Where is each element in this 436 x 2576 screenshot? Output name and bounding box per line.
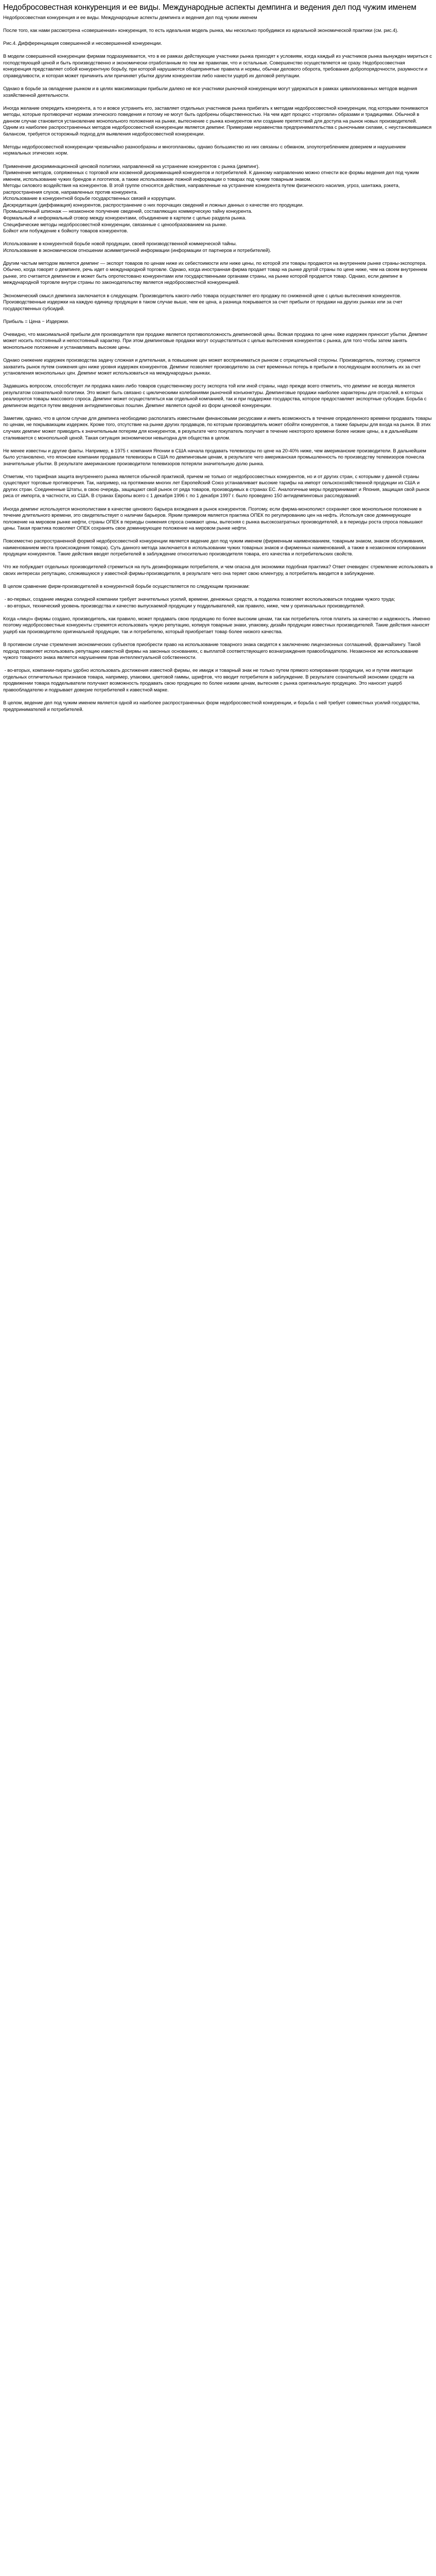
document-title: Недобросовестная конкуренция и ее виды. Международные аспекты демпинга и ведения дел под чужим именем xyxy=(3,3,416,12)
document-body-text: Недобросовестная конкуренция и ее виды. Международные аспекты демпинга и ведения дел под чужим именем После того, как нами рассмотрена «совершенная» конкуренция, то есть идеальная модель рынка, мы несколько пробудимся из идеальной экономической практики (см. рис.4). Рис.4. Дифференциация совершенной и несовершенной конкуренции. В модели совершенной конкуренции фирмам подразумевается, что в ее рамках действующие участники рынка приходят к условиям, когда каждый из участников рынка вынужден мириться с господствующей ценой и быть производственно и экономически отработанным по тем же правилам, что и остальные. Совершенство осуществляется не сразу. Недобросовестная конкуренция представляет собой конкурентную борьбу, при которой нарушаются общепринятые правила и нормы, обычаи делового оборота, требования добропорядочности, разумности и справедливости, и которая может причинить или причиняет убытки другим конкурентам либо нанести ущерб их деловой репутации. Однако в борьбе за овладение рынком и в целях максимизации прибыли далеко не все участники рыночной конкуренции могут удержаться в рамках цивилизованных методов ведения хозяйственной деятельности. Иногда желание опередить конкурента, а то и вовсе устранить его, заставляет отдельных участников рынка прибегать к методам недобросовестной конкуренции, под которыми понимаются методы, которые противоречат нормам этического поведения и потому не могут быть одобрены общественностью. На чем идет процесс «торговли» образами и традициями. Обычной в данном случае становится установление монопольного положения на рынке, вытеснение с рынка конкурентов или создание препятствий для доступа на рынок новых производителей. Одним из наиболее распространенных методов недобросовестной конкуренции является демпинг. Примерами неравенства предпринимательства с рыночными силами, с неустановившимся балансом, требуется осторожный подход для выявления недобросовестной конкуренции. Методы недобросовестной конкуренции чрезвычайно разнообразны и многоплановы, однако большинство из них связаны с обманом, злоупотреблением доверием и нарушением нормальных этических норм. Применение дискриминационной ценовой политики, направленной на устранение конкурентов с рынка (демпинг). Применение методов, сопряженных с торговой или косвенной дискриминацией конкурентов и потребителей. К данному направлению можно отнести все формы ведения дел под чужим именем, использование чужих брендов и логотипов, а также использование ложной информации о товарах под чужим товарным знаком. Методы силового воздействия на конкурентов. В этой группе относятся действия, направленные на устранение конкурента путем физического насилия, угроз, шантажа, рэкета, распространения слухов, направленных против конкурента. Использование в конкурентной борьбе государственных связей и коррупции. Дискредитация (диффамация) конкурентов, распространение о них порочащих сведений и ложных данных о качестве его продукции. Промышленный шпионаж — незаконное получение сведений, составляющих коммерческую тайну конкурента. Формальный и неформальный сговор между конкурентами, объединение в картели с целью раздела рынка. Специфические методы недобросовестной конкуренции, связанные с ценообразованием на рынке. Бойкот или побуждение к бойкоту товаров конкурентов. Использование в конкурентной борьбе новой продукции, своей производственной коммерческой тайны. Использование в экономическом отношении асимметричной информации (информации от партнеров и потребителей). Другим частым методом является демпинг — экспорт товаров по ценам ниже их себестоимости или ниже цены, по которой эти товары продаются на внутреннем рынке страны-экспортера. Обычно, когда говорят о демпинге, речь идет о международной торговле. Однако, когда иностранная фирма продает товар на рынке другой страны по цене ниже, чем на своем внутреннем рынке, это считается демпингом и может быть опротестовано конкурентами или государственными органами страны, на рынке которой продается товар. Однако, если демпинг в международной торговле внутри страны по законодательству является недобросовестной конкуренцией. Экономический смысл демпинга заключается в следующем. Производитель какого-либо товара осуществляет его продажу по сниженной цене с целью вытеснения конкурентов. Производственные издержки на каждую единицу продукции в таком случае выше, чем ее цена, а разница покрывается за счет прибыли от продажи на других рынках или за счет государственных субсидий. Прибыль = Цена − Издержки. Очевидно, что максимальной прибыли для производителя при продаже является противоположность демпинговой цены. Всякая продажа по цене ниже издержек приносит убытки. Демпинг может носить постоянный и непостоянный характер. При этом демпинговые продажи могут осуществляться с целью вытеснения конкурентов с рынка, для того чтобы затем занять монопольное положение и устанавливать высокие цены. Однако снижение издержек производства задачу сложная и длительная, а повышение цен может восприниматься рынком с отрицательной стороны. Производитель, поэтому, стремится захватить рынок путем снижения цен ниже уровня издержек конкурентов. Демпинг позволяет производителю за счет временных потерь в прибыли в последующем восполнить их за счет установления монопольных цен. Демпинг может использоваться на международных рынках. Задавшись вопросом, способствует ли продажа каких-либо товаров существенному росту экспорта той или иной страны, надо прежде всего отметить, что демпинг не всегда является результатом сознательной политики. Это может быть связано с циклическими колебаниями рыночной конъюнктуры. Демпинговые продажи наиболее характерны для отраслей, в которых реализуются товары массового спроса. Демпинг может осуществляться как отдельной компанией, так и при поддержке государства, которое предоставляет экспортные субсидии. Борьба с демпингом ведется путем введения антидемпинговых пошлин. Демпинг является одной из форм ценовой конкуренции. Заметим, однако, что в целом случае для демпинга необходимо располагать известными финансовыми ресурсами и иметь возможность в течение определенного времени продавать товары по ценам, не покрывающим издержек. Кроме того, отсутствие на рынке других продавцов, по которым производитель может обойти конкурентов, а также барьеры для входа на рынок. В этих случаях демпинг может приводить к значительным потерям для конкурентов, в результате чего покупатель получает в течение некоторого времени более низкие цены, а в дальнейшем сталкивается с монопольной ценой. Такая ситуация экономически невыгодна для общества в целом. Не менее известны и другие факты. Например, в 1975 г. компания Японии в США начала продавать телевизоры по цене на 20-40% ниже, чем американские производители. В дальнейшем было установлено, что японские компании продавали телевизоры в США по демпинговым ценам, в результате чего американская промышленность по производству телевизоров понесла значительные убытки. В результате американские производители телевизоров потеряли значительную долю рынка. Отметим, что тарифная защита внутреннего рынка является обычной практикой, причем не только от недобросовестных конкурентов, но и от других стран, с которыми у данной страны существуют торговые противоречия. Так, например, на протяжении многих лет Европейский Союз устанавливает высокие тарифы на импорт сельскохозяйственной продукции из США и других стран. Соединенные Штаты, в свою очередь, защищают свой рынок от ряда товаров, производимых в странах ЕС. Аналогичные меры предпринимает и Япония, защищая свой рынок риса от импорта, в частности, из США. В странах Европы всего с 1 декабря 1996 г. по 1 декабря 1997 г. было проведено 150 антидемпинговых расследований. Иногда демпинг используется монополистами в качестве ценового барьера вхождения в рынок конкурентов. Поэтому, если фирма-монополист сохраняет свое монопольное положение в течение длительного времени, это свидетельствует о наличии барьеров. Ярким примером является практика ОПЕК по регулированию цен на нефть. Используя свое доминирующее положение на мировом рынке нефти, страны ОПЕК в периоды снижения спроса снижают цены, вытесняя с рынка высокозатратных производителей, а в периоды роста спроса повышают цены. Такая практика позволяет ОПЕК сохранять свое доминирующее положение на мировом рынке нефти. Повсеместно распространенной формой недобросовестной конкуренции является ведение дел под чужим именем (фирменным наименованием, товарным знаком, знаком обслуживания, наименованием места происхождения товара). Суть данного метода заключается в использовании чужих товарных знаков и фирменных наименований, а также в незаконном копировании продукции конкурентов. Такие действия вводят потребителей в заблуждение относительно производителя товара, его качества и потребительских свойств. Что же побуждает отдельных производителей стремиться на путь дезинформации потребителя, и чем опасна для экономики подобная практика? Ответ очевиден: стремление использовать в своих интересах репутацию, сложившуюся у известной фирмы-производителя, в результате чего она теряет свою клиентуру, а потребитель вводится в заблуждение. В целом сравнение фирм-производителей в конкурентной борьбе осуществляется по следующим признакам: - во-первых, создание имиджа солидной компании требует значительных усилий, времени, денежных средств, а подделка позволяет воспользоваться плодами чужого труда; - во-вторых, технический уровень производства и качество выпускаемой продукции у подделывателей, как правило, ниже, чем у оригинальных производителей. Когда «лицо» фирмы создано, производитель, как правило, может продавать свою продукцию по более высоким ценам, так как потребитель готов платить за качество и надежность. Именно поэтому недобросовестные конкуренты стремятся использовать чужую репутацию, копируя товарные знаки, упаковку, дизайн продукции известных производителей. Такие действия наносят ущерб как производителю оригинальной продукции, так и потребителю, который приобретает товар более низкого качества. В противном случае стремления экономических субъектов приобрести право на использование товарного знака сводятся к заключению лицензионных соглашений, франчайзингу. Такой подход позволяет использовать репутацию известной фирмы на законных основаниях, с выплатой соответствующего вознаграждения правообладателю. Незаконное же использование чужого товарного знака является нарушением прав интеллектуальной собственности. - во-вторых, компании-пираты удобно использовать достижения известной фирмы, ее имидж и товарный знак не только путем прямого копирования продукции, но и путем имитации отдельных отличительных признаков товара, например, упаковки, цветовой гаммы, шрифтов, что вводит потребителя в заблуждение. В результате сознательной экономии средств на продвижении товара подделыватели получают возможность продавать свою продукцию по более низким ценам, вытесняя с рынка оригинальную продукцию. Это наносит ущерб правообладателю и подрывает доверие потребителей к известной марке. В целом, ведение дел под чужим именем является одной из наиболее распространенных форм недобросовестной конкуренции, и борьба с ней требует совместных усилий государства, предпринимателей и потребителей. xyxy=(3,15,433,713)
